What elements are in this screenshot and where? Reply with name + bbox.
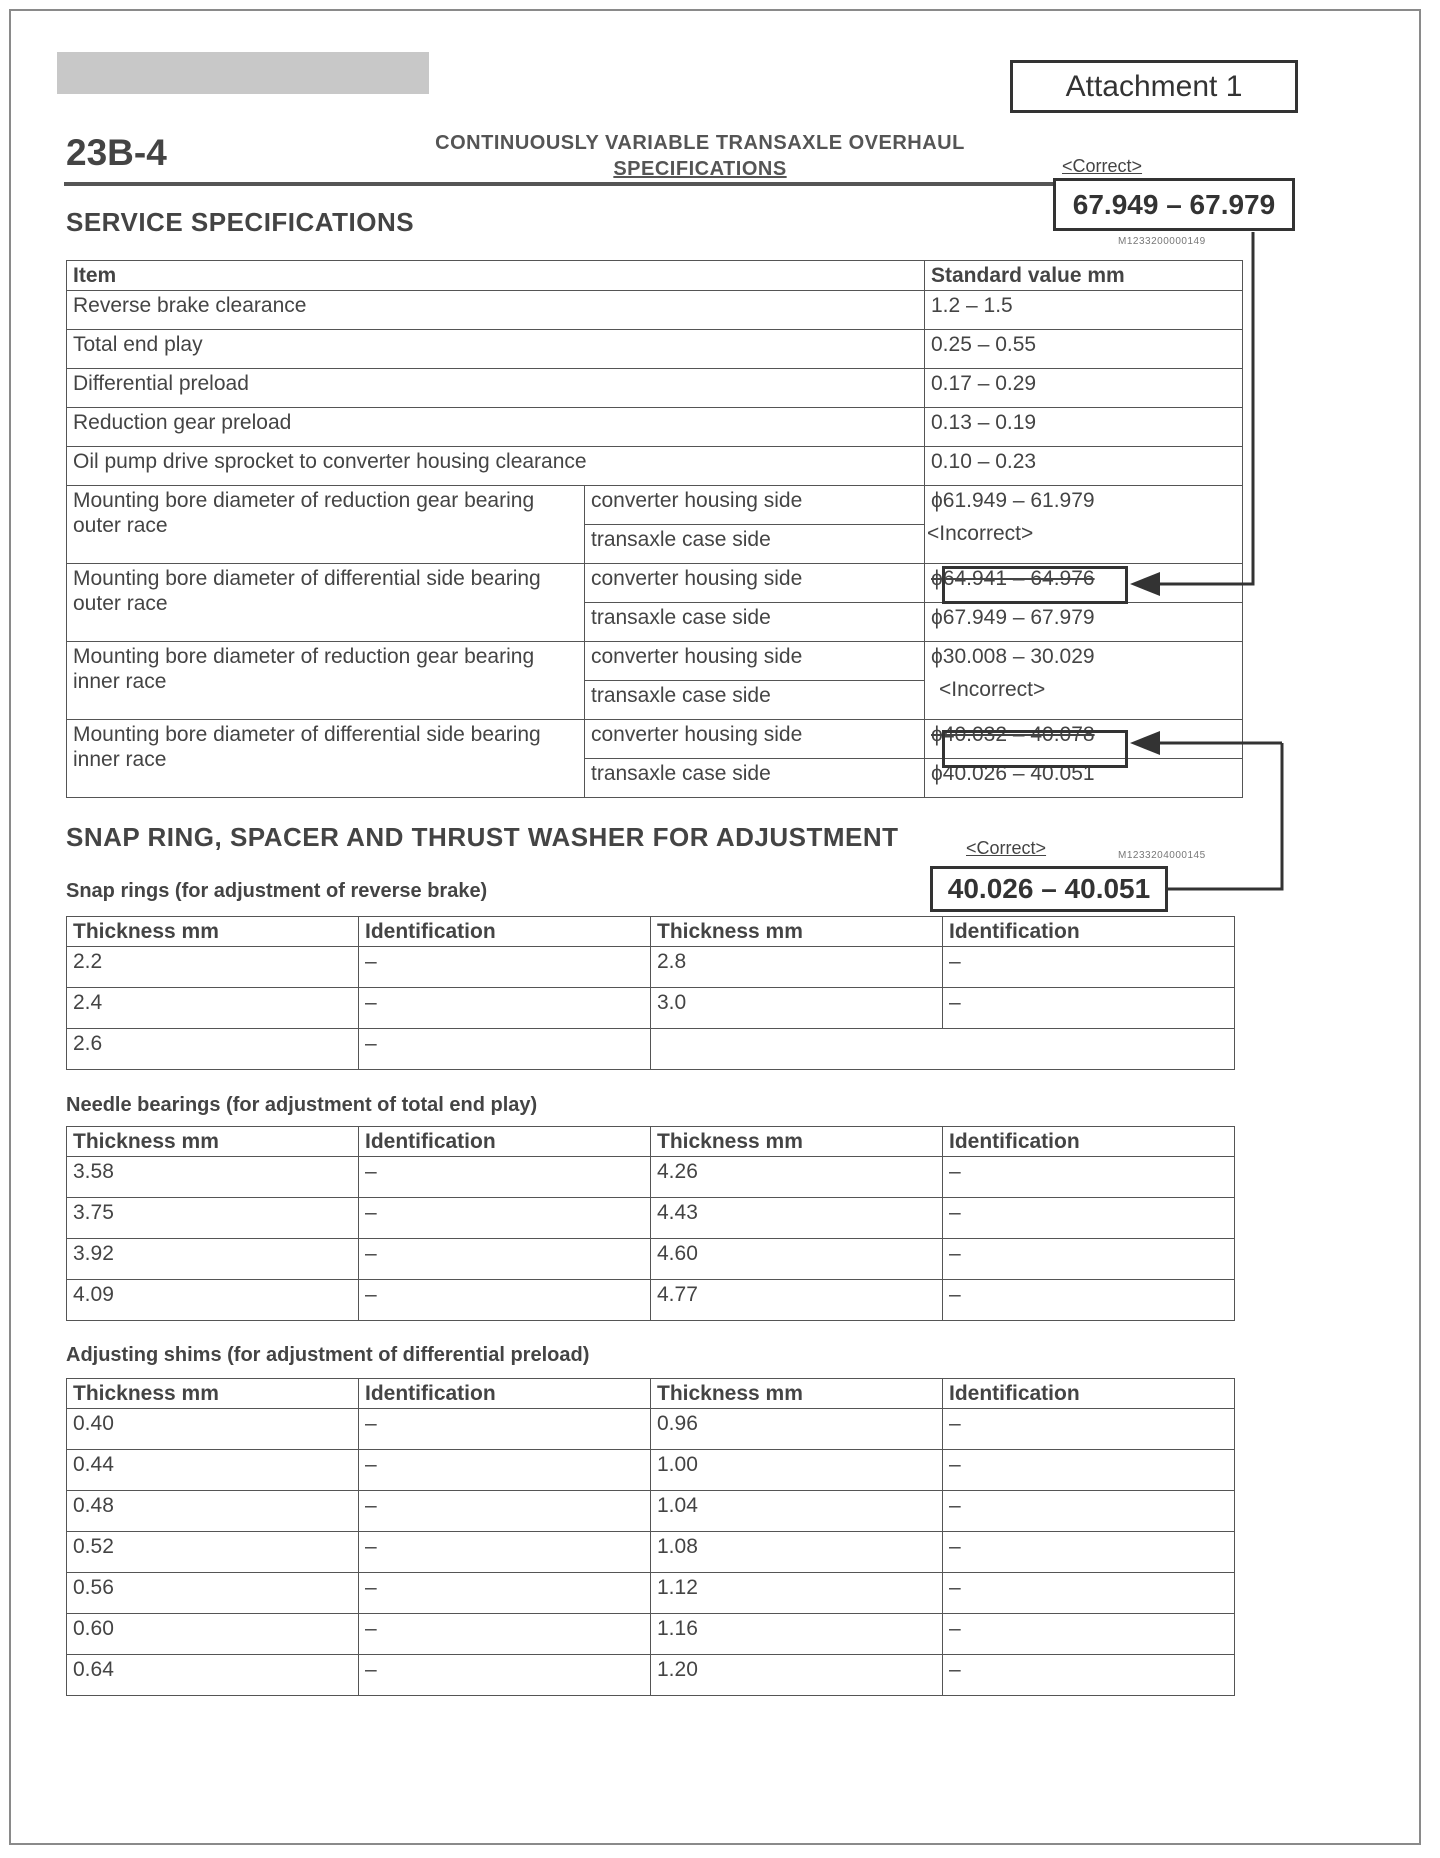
- adjustment-code: M1233204000145: [1118, 850, 1206, 861]
- side-cell: transaxle case side: [585, 759, 925, 798]
- table-row: [67, 1573, 1235, 1614]
- thickness-cell: 1.12: [651, 1573, 943, 1614]
- identification-cell: –: [359, 947, 651, 988]
- incorrect-value: ϕ64.941 – 64.976: [931, 567, 1095, 590]
- document-title-line2: SPECIFICATIONS: [613, 158, 787, 180]
- thickness-cell: 0.96: [651, 1409, 943, 1450]
- empty-cell: [651, 1029, 1235, 1070]
- document-title-line1: CONTINUOUSLY VARIABLE TRANSAXLE OVERHAUL: [435, 132, 965, 154]
- identification-cell: –: [943, 1409, 1235, 1450]
- identification-cell: –: [943, 1491, 1235, 1532]
- col-thickness: Thickness mm: [651, 917, 943, 947]
- incorrect-label: <Incorrect>: [927, 522, 1034, 545]
- side-cell: transaxle case side: [585, 681, 925, 720]
- page-number: 23B-4: [66, 132, 167, 173]
- thickness-cell: 4.60: [651, 1239, 943, 1280]
- value-cell: ϕ40.026 – 40.051: [925, 759, 1243, 798]
- table-row: [67, 1157, 1235, 1198]
- service-specs-title: SERVICE SPECIFICATIONS: [66, 207, 415, 237]
- side-cell: transaxle case side: [585, 603, 925, 642]
- thickness-cell: 4.43: [651, 1198, 943, 1239]
- side-cell: converter housing side: [585, 564, 925, 603]
- incorrect-label: <Incorrect>: [939, 678, 1046, 701]
- thickness-cell: 0.64: [67, 1655, 359, 1696]
- snap-rings-title: Snap rings (for adjustment of reverse brake): [66, 880, 488, 902]
- identification-cell: –: [943, 1280, 1235, 1321]
- needle-bearings-title: Needle bearings (for adjustment of total end play): [66, 1094, 538, 1116]
- item-cell: Oil pump drive sprocket to converter housing clearance: [67, 447, 925, 486]
- table-row: [67, 1029, 1235, 1070]
- table-header-row: [67, 1379, 1235, 1409]
- col-item: Item: [67, 261, 925, 291]
- correct-label-top: <Correct>: [1062, 156, 1143, 176]
- thickness-cell: 1.08: [651, 1532, 943, 1573]
- value-text: ϕ30.008 – 30.029: [931, 645, 1095, 668]
- thickness-cell: 1.20: [651, 1655, 943, 1696]
- item-cell: Mounting bore diameter of reduction gear bearing outer race: [67, 486, 585, 564]
- shims-title: Adjusting shims (for adjustment of differential preload): [66, 1344, 590, 1366]
- identification-cell: –: [359, 1655, 651, 1696]
- table-row: [67, 947, 1235, 988]
- identification-cell: –: [943, 1655, 1235, 1696]
- value-cell: ϕ67.949 – 67.979: [925, 603, 1243, 642]
- thickness-cell: 0.48: [67, 1491, 359, 1532]
- col-identification: Identification: [359, 1127, 651, 1157]
- identification-cell: –: [943, 947, 1235, 988]
- value-cell: 0.25 – 0.55: [925, 330, 1243, 369]
- table-row: [67, 988, 1235, 1029]
- value-cell: 0.17 – 0.29: [925, 369, 1243, 408]
- adjustment-title: SNAP RING, SPACER AND THRUST WASHER FOR ADJUSTMENT: [66, 822, 899, 852]
- table-row: [67, 1614, 1235, 1655]
- thickness-cell: 3.92: [67, 1239, 359, 1280]
- shims-table: [66, 1378, 1235, 1696]
- identification-cell: –: [359, 1239, 651, 1280]
- identification-cell: –: [943, 1614, 1235, 1655]
- thickness-cell: 4.77: [651, 1280, 943, 1321]
- thickness-cell: 0.44: [67, 1450, 359, 1491]
- snap-rings-table: [66, 916, 1235, 1070]
- item-cell: Reverse brake clearance: [67, 291, 925, 330]
- thickness-cell: 4.26: [651, 1157, 943, 1198]
- identification-cell: –: [943, 1157, 1235, 1198]
- col-thickness: Thickness mm: [67, 1379, 359, 1409]
- thickness-cell: 0.40: [67, 1409, 359, 1450]
- side-cell: converter housing side: [585, 720, 925, 759]
- col-thickness: Thickness mm: [67, 917, 359, 947]
- item-cell: Differential preload: [67, 369, 925, 408]
- identification-cell: –: [943, 1532, 1235, 1573]
- thickness-cell: 2.6: [67, 1029, 359, 1070]
- value-cell: 0.13 – 0.19: [925, 408, 1243, 447]
- identification-cell: –: [359, 988, 651, 1029]
- table-row: [67, 1280, 1235, 1321]
- identification-cell: –: [943, 1573, 1235, 1614]
- thickness-cell: 4.09: [67, 1280, 359, 1321]
- table-row: [67, 1491, 1235, 1532]
- col-identification: Identification: [359, 1379, 651, 1409]
- table-header-row: [67, 917, 1235, 947]
- table-row: [67, 1532, 1235, 1573]
- col-thickness: Thickness mm: [651, 1127, 943, 1157]
- identification-cell: –: [359, 1029, 651, 1070]
- table-row: [67, 1655, 1235, 1696]
- identification-cell: –: [359, 1198, 651, 1239]
- value-cell: 0.10 – 0.23: [925, 447, 1243, 486]
- thickness-cell: 0.60: [67, 1614, 359, 1655]
- correct-label-bottom: <Correct>: [966, 838, 1047, 858]
- col-thickness: Thickness mm: [67, 1127, 359, 1157]
- item-cell: Reduction gear preload: [67, 408, 925, 447]
- identification-cell: –: [943, 1239, 1235, 1280]
- identification-cell: –: [359, 1157, 651, 1198]
- correct-value-top: 67.949 – 67.979: [1053, 178, 1295, 231]
- item-cell: Mounting bore diameter of differential side bearing outer race: [67, 564, 585, 642]
- thickness-cell: 2.4: [67, 988, 359, 1029]
- table-row: [67, 1198, 1235, 1239]
- col-identification: Identification: [359, 917, 651, 947]
- attachment-label: Attachment 1: [1010, 60, 1298, 113]
- thickness-cell: 1.04: [651, 1491, 943, 1532]
- identification-cell: –: [359, 1409, 651, 1450]
- table-row: [67, 1239, 1235, 1280]
- identification-cell: –: [359, 1573, 651, 1614]
- identification-cell: –: [359, 1532, 651, 1573]
- thickness-cell: 1.16: [651, 1614, 943, 1655]
- side-cell: converter housing side: [585, 642, 925, 681]
- side-cell: transaxle case side: [585, 525, 925, 564]
- item-cell: Mounting bore diameter of differential side bearing inner race: [67, 720, 585, 798]
- table-row: [67, 1450, 1235, 1491]
- thickness-cell: 3.58: [67, 1157, 359, 1198]
- thickness-cell: 2.2: [67, 947, 359, 988]
- service-specs-code: M1233200000149: [1118, 236, 1206, 247]
- col-standard-value: Standard value mm: [925, 261, 1243, 291]
- incorrect-value: ϕ40.032 – 40.078: [931, 723, 1095, 746]
- identification-cell: –: [943, 1450, 1235, 1491]
- thickness-cell: 2.8: [651, 947, 943, 988]
- value-cell: 1.2 – 1.5: [925, 291, 1243, 330]
- thickness-cell: 0.52: [67, 1532, 359, 1573]
- correct-value-bottom: 40.026 – 40.051: [930, 866, 1168, 912]
- side-cell: converter housing side: [585, 486, 925, 525]
- col-identification: Identification: [943, 1127, 1235, 1157]
- identification-cell: –: [359, 1614, 651, 1655]
- item-cell: Mounting bore diameter of reduction gear bearing inner race: [67, 642, 585, 720]
- item-cell: Total end play: [67, 330, 925, 369]
- col-identification: Identification: [943, 917, 1235, 947]
- identification-cell: –: [943, 1198, 1235, 1239]
- table-row: [67, 1409, 1235, 1450]
- thickness-cell: 0.56: [67, 1573, 359, 1614]
- col-identification: Identification: [943, 1379, 1235, 1409]
- identification-cell: –: [359, 1491, 651, 1532]
- identification-cell: –: [359, 1280, 651, 1321]
- identification-cell: –: [359, 1450, 651, 1491]
- needle-bearings-table: [66, 1126, 1235, 1321]
- thickness-cell: 3.75: [67, 1198, 359, 1239]
- value-text: ϕ61.949 – 61.979: [931, 489, 1095, 512]
- thickness-cell: 1.00: [651, 1450, 943, 1491]
- thickness-cell: 3.0: [651, 988, 943, 1029]
- identification-cell: –: [943, 988, 1235, 1029]
- col-thickness: Thickness mm: [651, 1379, 943, 1409]
- table-header-row: [67, 1127, 1235, 1157]
